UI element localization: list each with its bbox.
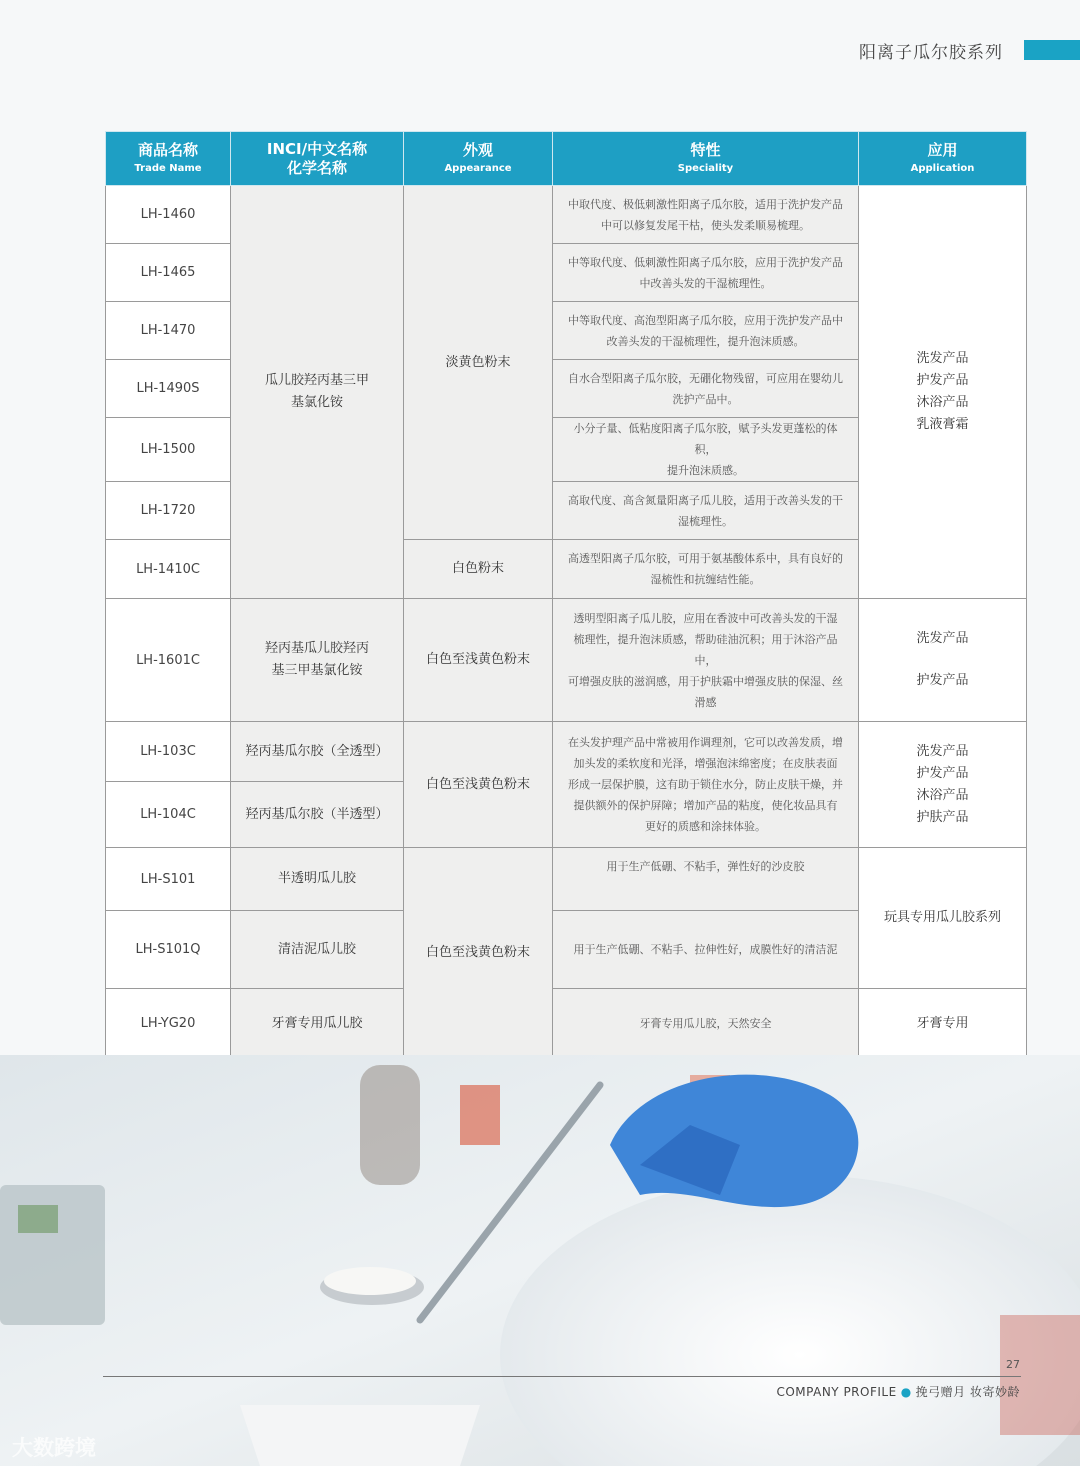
footer-company	[700, 1383, 1020, 1400]
speciality-cell: 中取代度、极低刺激性阳离子瓜尔胶，适用于洗护发产品 中可以修复发尾干枯，使头发柔顺易梳理。	[553, 186, 859, 244]
table-row	[106, 186, 1027, 244]
table-row	[106, 722, 1027, 782]
speciality-cell: 牙膏专用瓜儿胶，天然安全	[553, 989, 859, 1059]
application-cell: 洗发产品 护发产品	[859, 599, 1027, 722]
speciality-cell: 用于生产低硼、不粘手、拉伸性好，成膜性好的清洁泥	[553, 911, 859, 989]
trade-name-cell: LH-1465	[106, 244, 231, 302]
inci-cell: 半透明瓜儿胶	[231, 848, 404, 911]
table-row	[106, 989, 1027, 1059]
col-header-application: 应用 Application	[859, 132, 1027, 186]
trade-name-cell: LH-1601C	[106, 599, 231, 722]
appearance-cell: 白色至浅黄色粉末	[404, 599, 553, 722]
dot-separator-icon: ●	[900, 1385, 912, 1399]
trade-name-cell: LH-1490S	[106, 360, 231, 418]
appearance-cell: 白色至浅黄色粉末	[404, 722, 553, 848]
trade-name-cell: LH-103C	[106, 722, 231, 782]
inci-cell: 羟丙基瓜儿胶羟丙 基三甲基氯化铵	[231, 599, 404, 722]
inci-cell: 羟丙基瓜尔胶（半透型）	[231, 782, 404, 848]
company-slogan: 挽弓赠月 妆寄妙龄	[915, 1385, 1020, 1399]
application-cell: 洗发产品 护发产品 沐浴产品 乳液膏霜	[859, 186, 1027, 599]
col-header-speciality: 特性 Speciality	[553, 132, 859, 186]
speciality-cell: 透明型阳离子瓜儿胶，应用在香波中可改善头发的干湿 梳理性，提升泡沫质感，帮助硅油沉积；用于沐浴产品中， 可增强皮肤的滋润感，用于护肤霜中增强皮肤的保湿、丝 滑感	[553, 599, 859, 722]
page-section-title: 阳离子瓜尔胶系列	[859, 43, 1003, 63]
speciality-cell: 中等取代度、高泡型阳离子瓜尔胶，应用于洗护发产品中 改善头发的干湿梳理性，提升泡沫质感。	[553, 302, 859, 360]
trade-name-cell: LH-S101Q	[106, 911, 231, 989]
speciality-cell: 中等取代度、低刺激性阳离子瓜尔胶，应用于洗护发产品 中改善头发的干湿梳理性。	[553, 244, 859, 302]
speciality-cell: 自水合型阳离子瓜尔胶，无硼化物残留，可应用在婴幼儿 洗护产品中。	[553, 360, 859, 418]
inci-cell: 清洁泥瓜儿胶	[231, 911, 404, 989]
application-cell: 洗发产品 护发产品 沐浴产品 护肤产品	[859, 722, 1027, 848]
table-header-row	[106, 132, 1027, 186]
col-header-inci: INCI/中文名称 化学名称	[231, 132, 404, 186]
appearance-cell: 白色粉末	[404, 540, 553, 599]
speciality-cell: 小分子量、低粘度阳离子瓜尔胶，赋予头发更蓬松的体积， 提升泡沫质感。	[553, 418, 859, 482]
speciality-cell: 高透型阳离子瓜尔胶，可用于氨基酸体系中，具有良好的 湿梳性和抗缠结性能。	[553, 540, 859, 599]
watermark: 大数跨境	[12, 1436, 96, 1460]
table-row	[106, 848, 1027, 911]
application-cell: 玩具专用瓜儿胶系列	[859, 848, 1027, 989]
appearance-cell: 白色至浅黄色粉末	[404, 848, 553, 1059]
accent-bar	[1024, 40, 1080, 60]
footer-divider	[103, 1376, 1021, 1377]
inci-cell: 瓜儿胶羟丙基三甲 基氯化铵	[231, 186, 404, 599]
lab-photo-illustration	[0, 1055, 1080, 1466]
speciality-cell: 高取代度、高含氮量阳离子瓜儿胶，适用于改善头发的干 湿梳理性。	[553, 482, 859, 540]
trade-name-cell: LH-1410C	[106, 540, 231, 599]
lab-photo	[0, 1055, 1080, 1466]
page-number: 27	[1006, 1358, 1020, 1371]
inci-cell: 羟丙基瓜尔胶（全透型）	[231, 722, 404, 782]
trade-name-cell: LH-1460	[106, 186, 231, 244]
company-profile-label: COMPANY PROFILE	[776, 1385, 897, 1399]
trade-name-cell: LH-YG20	[106, 989, 231, 1059]
trade-name-cell: LH-1470	[106, 302, 231, 360]
trade-name-cell: LH-1500	[106, 418, 231, 482]
trade-name-cell: LH-1720	[106, 482, 231, 540]
col-header-trade-name: 商品名称 Trade Name	[106, 132, 231, 186]
appearance-cell: 淡黄色粉末	[404, 186, 553, 540]
speciality-cell: 在头发护理产品中常被用作调理剂，它可以改善发质，增 加头发的柔软度和光泽，增强泡沫绵密度；在皮肤表面 形成一层保护膜，这有助于锁住水分，防止皮肤干燥，并 提供额外的保护屏障；增加产品的粘度，使化妆品具有 更好的质感和涂抹体验。	[553, 722, 859, 848]
product-table	[105, 131, 1027, 1059]
trade-name-cell: LH-104C	[106, 782, 231, 848]
col-header-appearance: 外观 Appearance	[404, 132, 553, 186]
table-row	[106, 599, 1027, 722]
speciality-cell: 用于生产低硼、不粘手，弹性好的沙皮胶	[553, 848, 859, 911]
inci-cell: 牙膏专用瓜儿胶	[231, 989, 404, 1059]
application-cell: 牙膏专用	[859, 989, 1027, 1059]
trade-name-cell: LH-S101	[106, 848, 231, 911]
